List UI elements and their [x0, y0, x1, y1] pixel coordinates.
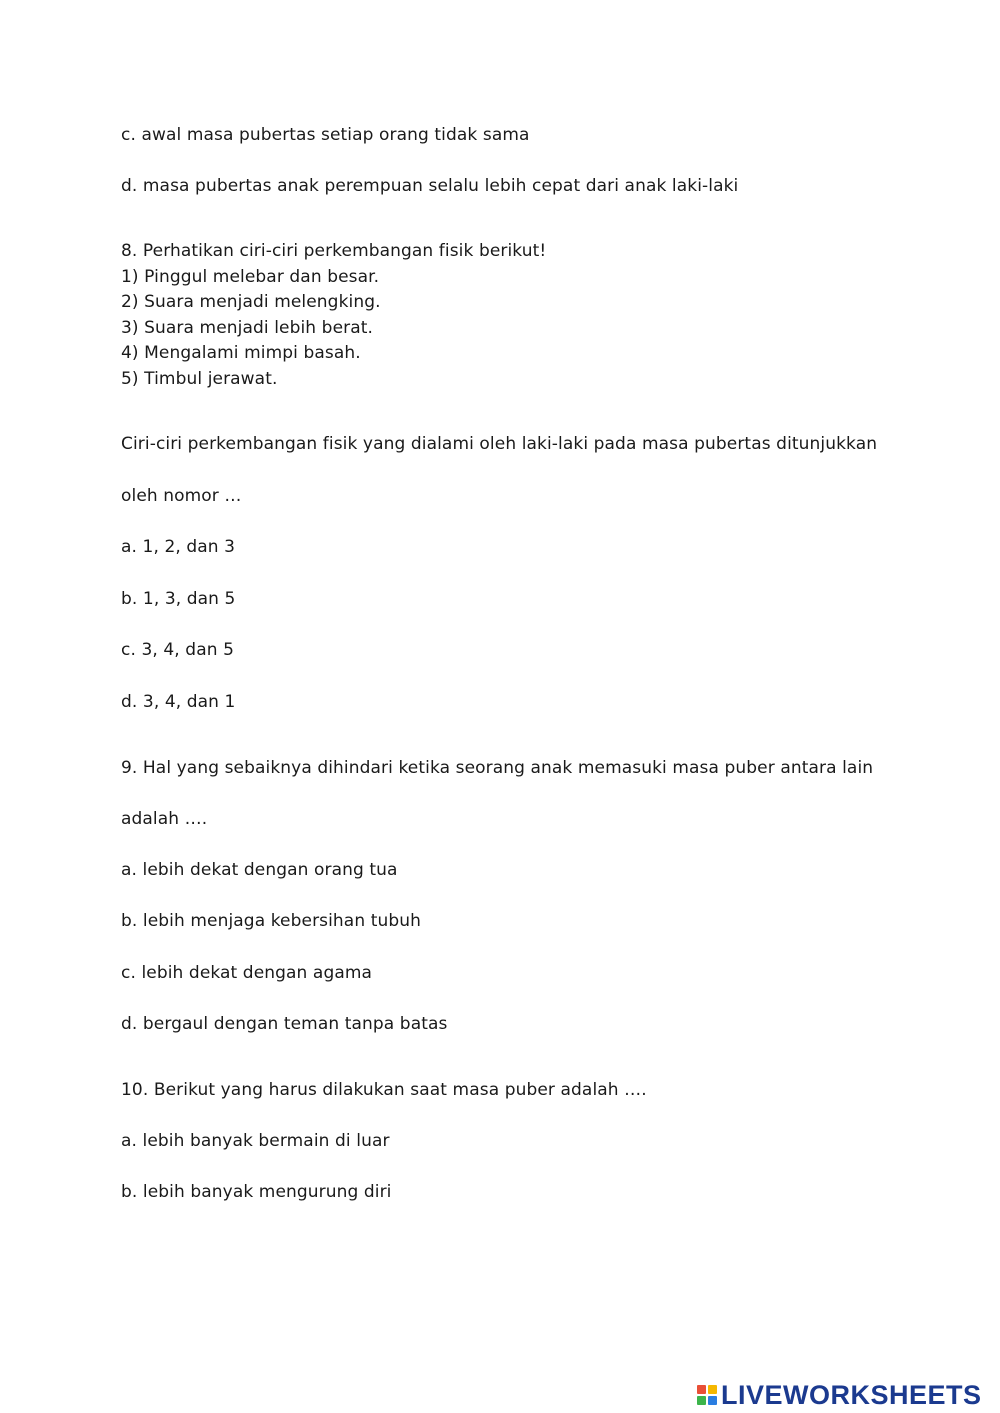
option-7d: d. masa pubertas anak perempuan selalu lebih cepat dari anak laki-laki	[121, 176, 739, 196]
option-10a: a. lebih banyak bermain di luar	[121, 1131, 390, 1151]
option-7c: c. awal masa pubertas setiap orang tidak sama	[121, 125, 530, 145]
question-8-prompt-cont: oleh nomor …	[121, 486, 242, 506]
option-9d: d. bergaul dengan teman tanpa batas	[121, 1014, 448, 1034]
option-8d: d. 3, 4, dan 1	[121, 692, 236, 712]
question-8-item-1: 1) Pinggul melebar dan besar.	[121, 267, 380, 287]
option-8c: c. 3, 4, dan 5	[121, 640, 235, 660]
question-9-text-cont: adalah ….	[121, 809, 208, 829]
question-8-item-4: 4) Mengalami mimpi basah.	[121, 343, 361, 363]
logo-square-icon	[697, 1396, 706, 1405]
question-8-item-3: 3) Suara menjadi lebih berat.	[121, 318, 373, 338]
logo-square-icon	[708, 1385, 717, 1394]
option-10b: b. lebih banyak mengurung diri	[121, 1182, 392, 1202]
question-8-prompt: Ciri-ciri perkembangan fisik yang dialami oleh laki-laki pada masa pubertas ditunjukkan	[121, 434, 878, 454]
question-8-item-5: 5) Timbul jerawat.	[121, 369, 278, 389]
option-8b: b. 1, 3, dan 5	[121, 589, 236, 609]
option-9b: b. lebih menjaga kebersihan tubuh	[121, 911, 421, 931]
question-8-item-2: 2) Suara menjadi melengking.	[121, 292, 381, 312]
logo-square-icon	[708, 1396, 717, 1405]
liveworksheets-mark-icon	[697, 1385, 717, 1405]
question-10-text: 10. Berikut yang harus dilakukan saat masa puber adalah ….	[121, 1080, 647, 1100]
liveworksheets-wordmark: LIVEWORKSHEETS	[721, 1379, 982, 1410]
liveworksheets-logo	[697, 1378, 982, 1412]
option-9c: c. lebih dekat dengan agama	[121, 963, 373, 983]
option-9a: a. lebih dekat dengan orang tua	[121, 860, 398, 880]
logo-square-icon	[697, 1385, 706, 1394]
option-8a: a. 1, 2, dan 3	[121, 537, 236, 557]
question-9-text: 9. Hal yang sebaiknya dihindari ketika seorang anak memasuki masa puber antara lain	[121, 758, 874, 778]
question-8-text: 8. Perhatikan ciri-ciri perkembangan fisik berikut!	[121, 241, 547, 261]
